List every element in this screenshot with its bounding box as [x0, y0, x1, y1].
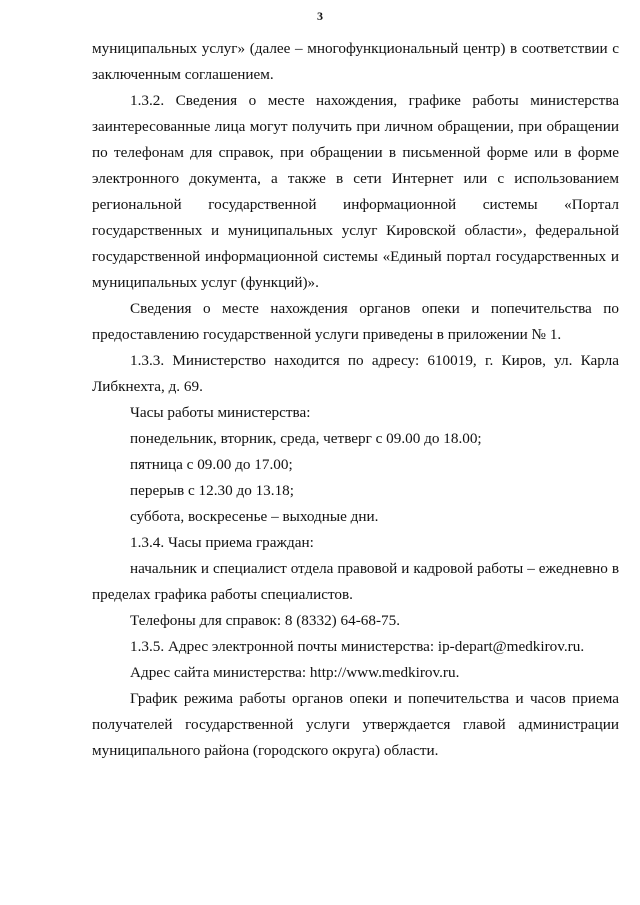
working-hours-break: перерыв с 12.30 до 13.18; — [130, 482, 294, 499]
paragraph-schedule-approval: График режима работы органов опеки и попечительства и часов приема получателей государственной услуги утверждается главой администрации муниципального района (городского округа) области. — [92, 690, 619, 759]
paragraph-1-3-5-email: 1.3.5. Адрес электронной почты министерства: ip-depart@medkirov.ru. — [130, 638, 585, 655]
paragraph-guardianship-info: Сведения о месте нахождения органов опеки и попечительства по предоставлению государственной услуги приведены в приложении № 1. — [92, 300, 619, 343]
working-hours-friday: пятница с 09.00 до 17.00; — [130, 456, 293, 473]
document-body — [92, 36, 619, 764]
phone-line: Телефоны для справок: 8 (8332) 64-68-75. — [130, 612, 401, 629]
paragraph-1-3-2: 1.3.2. Сведения о месте нахождения, графике работы министерства заинтересованные лица могут получить при личном обращении, при обращении по телефонам для справок, при обращении в письменной форме или в форме электронного документа, а также в сети Интернет или с использованием региональной государственной информационной системы «Портал государственных и муниципальных услуг Кировской области», федеральной государственной информационной системы «Единый портал государственных и муниципальных услуг (функций)». — [92, 92, 619, 291]
paragraph-1-3-4-heading: 1.3.4. Часы приема граждан: — [130, 534, 314, 551]
working-hours-weekend: суббота, воскресенье – выходные дни. — [130, 508, 379, 525]
website-line: Адрес сайта министерства: http://www.medkirov.ru. — [130, 664, 460, 681]
paragraph-continuation: муниципальных услуг» (далее – многофункциональный центр) в соответствии с заключенным соглашением. — [92, 40, 619, 83]
paragraph-reception-hours: начальник и специалист отдела правовой и кадровой работы – ежедневно в пределах графика работы специалистов. — [92, 560, 619, 603]
working-hours-weekdays: понедельник, вторник, среда, четверг с 09.00 до 18.00; — [130, 430, 482, 447]
paragraph-1-3-3-address: 1.3.3. Министерство находится по адресу: 610019, г. Киров, ул. Карла Либкнехта, д. 69. — [92, 352, 619, 395]
working-hours-heading: Часы работы министерства: — [130, 404, 311, 421]
page-number: 3 — [317, 9, 323, 23]
